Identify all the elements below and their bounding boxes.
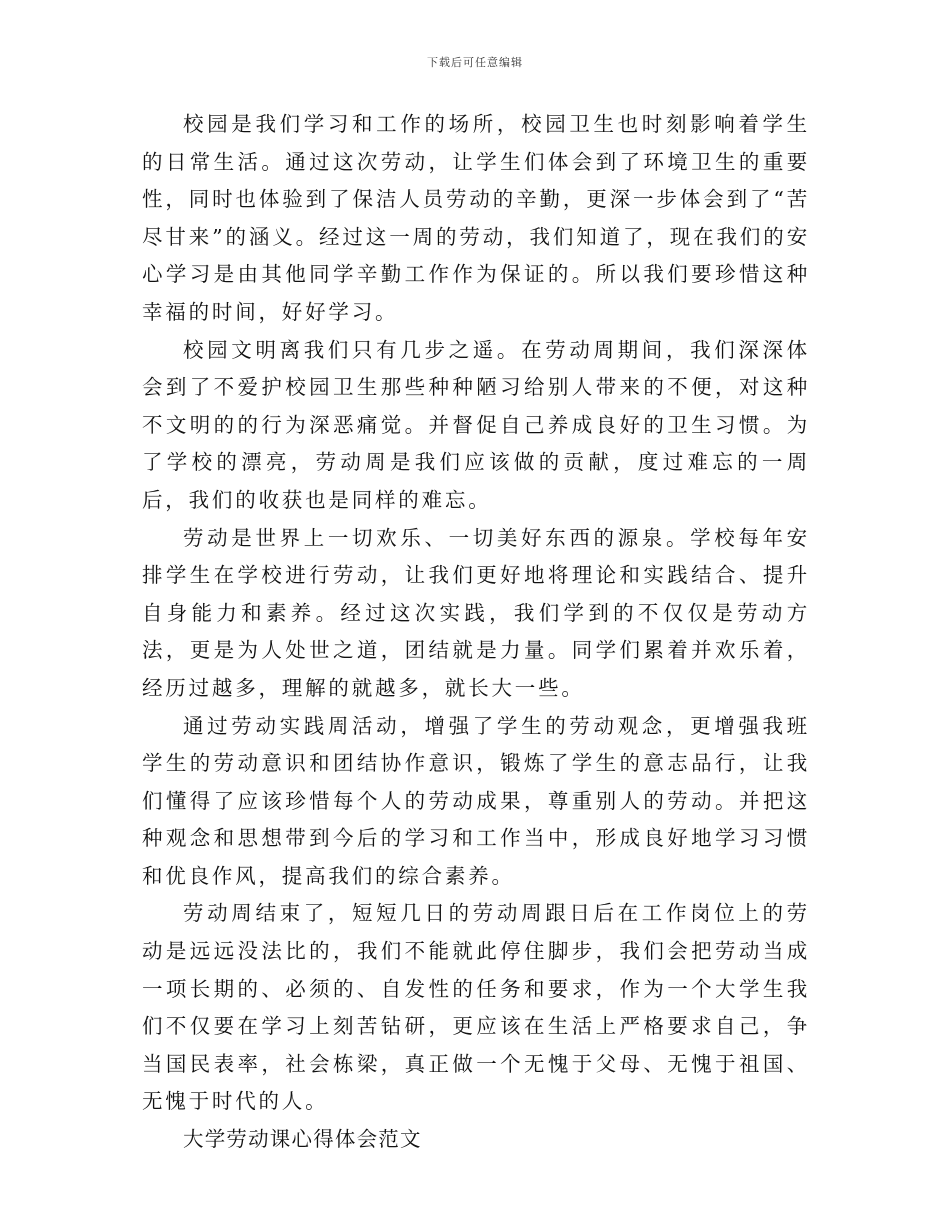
section-heading: 大学劳动课心得体会范文 [183,1127,422,1152]
page-header-note: 下载后可任意编辑 [427,56,523,69]
paragraph: 校园是我们学习和工作的场所，校园卫生也时刻影响着学生的日常生活。通过这次劳动，让学生们体会到了环境卫生的重要性，同时也体验到了保洁人员劳动的辛勤，更深一步体会到了“苦尽甘来”的涵义。经过这一周的劳动，我们知道了，现在我们的安心学习是由其他同学辛勤工作作为保证的。所以我们要珍惜这种幸福的时间，好好学习。 [142,112,810,324]
paragraph: 劳动是世界上一切欢乐、一切美好东西的源泉。学校每年安排学生在学校进行劳动，让我们更好地将理论和实践结合、提升自身能力和素养。经过这次实践，我们学到的不仅仅是劳动方法，更是为人处世之道，团结就是力量。同学们累着并欢乐着，经历过越多，理解的就越多，就长大一些。 [142,525,810,700]
paragraph: 劳动周结束了，短短几日的劳动周跟日后在工作岗位上的劳动是远远没法比的，我们不能就此停住脚步，我们会把劳动当成一项长期的、必须的、自发性的任务和要求，作为一个大学生我们不仅要在学习上刻苦钻研，更应该在生活上严格要求自己，争当国民表率，社会栋梁，真正做一个无愧于父母、无愧于祖国、无愧于时代的人。 [142,901,810,1114]
paragraph: 校园文明离我们只有几步之遥。在劳动周期间，我们深深体会到了不爱护校园卫生那些种种陋习给别人带来的不便，对这种不文明的的行为深恶痛觉。并督促自己养成良好的卫生习惯。为了学校的漂亮，劳动周是我们应该做的贡献，度过难忘的一周后，我们的收获也是同样的难忘。 [142,337,810,512]
document-body [142,106,810,1159]
paragraph: 通过劳动实践周活动，增强了学生的劳动观念，更增强我班学生的劳动意识和团结协作意识，锻炼了学生的意志品行，让我们懂得了应该珍惜每个人的劳动成果，尊重别人的劳动。并把这种观念和思想带到今后的学习和工作当中，形成良好地学习习惯和优良作风，提高我们的综合素养。 [142,713,810,888]
